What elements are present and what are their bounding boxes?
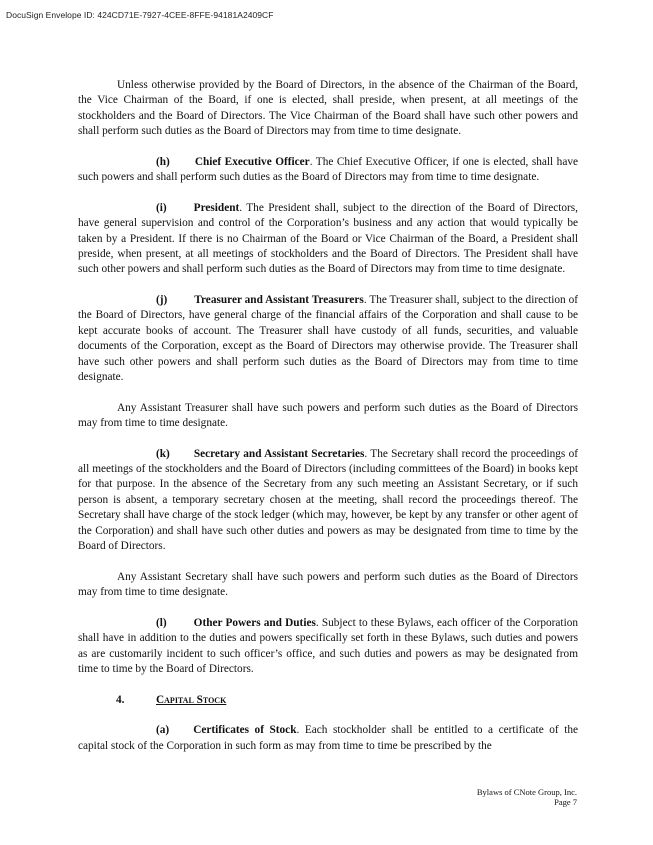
clause-label: (a) [156, 724, 170, 737]
clause-heading: Secretary and Assistant Secretaries [193, 447, 365, 460]
clause-heading: Other Powers and Duties [193, 616, 316, 629]
paragraph-text: Unless otherwise provided by the Board of Directors, in the absence of the Chairman of the Board, the Vice Chairman of the Board, if one is elected, shall preside, when present, at all meetings of the stockholders and the Board of Directors. The Vice Chairman of the Board shall have such other powers and shall perform such duties as the Board of Directors may from time to time designate. [78, 79, 578, 138]
clause-heading: Treasurer and Assistant Treasurers [194, 294, 364, 307]
section-number: 4. [116, 693, 125, 706]
paragraph-text: . Each stockholder shall be entitled to a certificate of the capital stock of the Corporation in such form as may from time to time be prescribed by the [78, 724, 578, 752]
paragraph-text: . The Secretary shall record the proceedings of all meetings of the stockholders and the Board of Directors (including committees of the Board) in books kept for that purpose. In the absence of the Secretary from any such meeting an Assistant Secretary, or if such person is absent, a temporary secretary chosen at the meeting, shall record the proceedings thereof. The Secretary shall have charge of the stock ledger (which may, however, be kept by any transfer or other agent of the Corporation) and shall have such other duties and powers as may be designated from time to time by the Board of Directors. [78, 447, 578, 553]
paragraph-certificates-of-stock [78, 723, 578, 754]
paragraph-text: . The President shall, subject to the direction of the Board of Directors, have general supervision and control of the Corporation’s business and any action that would typically be taken by a President. If there is no Chairman of the Board or Vice Chairman of the Board, a President shall preside, when present, at all meetings of stockholders and the Board of Directors. The President shall have such other powers and shall perform such duties as the Board of Directors may from time to time designate. [78, 201, 578, 276]
clause-label: (k) [156, 447, 170, 460]
document-body [78, 78, 578, 769]
clause-heading: President [193, 201, 240, 214]
paragraph-text: Any Assistant Treasurer shall have such powers and perform such duties as the Board of Directors may from time to time designate. [78, 401, 578, 430]
paragraph-president [78, 201, 578, 278]
clause-heading: Chief Executive Officer [194, 155, 310, 168]
page-footer [477, 787, 577, 807]
section-heading-capital-stock [78, 693, 578, 708]
paragraph-text: . Subject to these Bylaws, each officer of the Corporation shall have in addition to the duties and powers specifically set forth in these Bylaws, such duties and powers as are customarily incident to such officer’s office, and such duties and powers as may be designated from time to time by the Board of Directors. [78, 616, 579, 675]
clause-label: (h) [156, 155, 170, 168]
clause-label: (j) [156, 294, 168, 307]
section-title: Capital Stock [156, 693, 227, 706]
paragraph-treasurer [78, 293, 578, 385]
docusign-envelope-id: DocuSign Envelope ID: 424CD71E-7927-4CEE-8FFE-94181A2409CF [6, 10, 274, 20]
paragraph-secretary [78, 447, 578, 555]
paragraph-chief-executive-officer [78, 155, 578, 186]
clause-label: (l) [156, 616, 167, 629]
paragraph-vice-chairman [78, 78, 578, 140]
paragraph-assistant-treasurer [78, 401, 578, 432]
paragraph-text: . The Treasurer shall, subject to the direction of the Board of Directors, have general charge of the financial affairs of the Corporation and shall cause to be kept accurate books of account. The Treasurer shall have custody of all funds, securities, and valuable documents of the Corporation, except as the Board of Directors may otherwise provide. The Treasurer shall have such other powers and shall perform such duties as the Board of Directors may from time to time designate. [78, 294, 578, 384]
paragraph-text: . The Chief Executive Officer, if one is elected, shall have such powers and shall perform such duties as the Board of Directors may from time to time designate. [78, 155, 578, 184]
paragraph-text: Any Assistant Secretary shall have such powers and perform such duties as the Board of Directors may from time to time designate. [78, 570, 578, 599]
paragraph-assistant-secretary [78, 570, 578, 601]
paragraph-other-powers [78, 616, 578, 678]
clause-heading: Certificates of Stock [193, 724, 297, 737]
clause-label: (i) [156, 201, 167, 214]
footer-page-number: Page 7 [554, 797, 577, 807]
footer-document-title: Bylaws of CNote Group, Inc. [476, 787, 577, 797]
